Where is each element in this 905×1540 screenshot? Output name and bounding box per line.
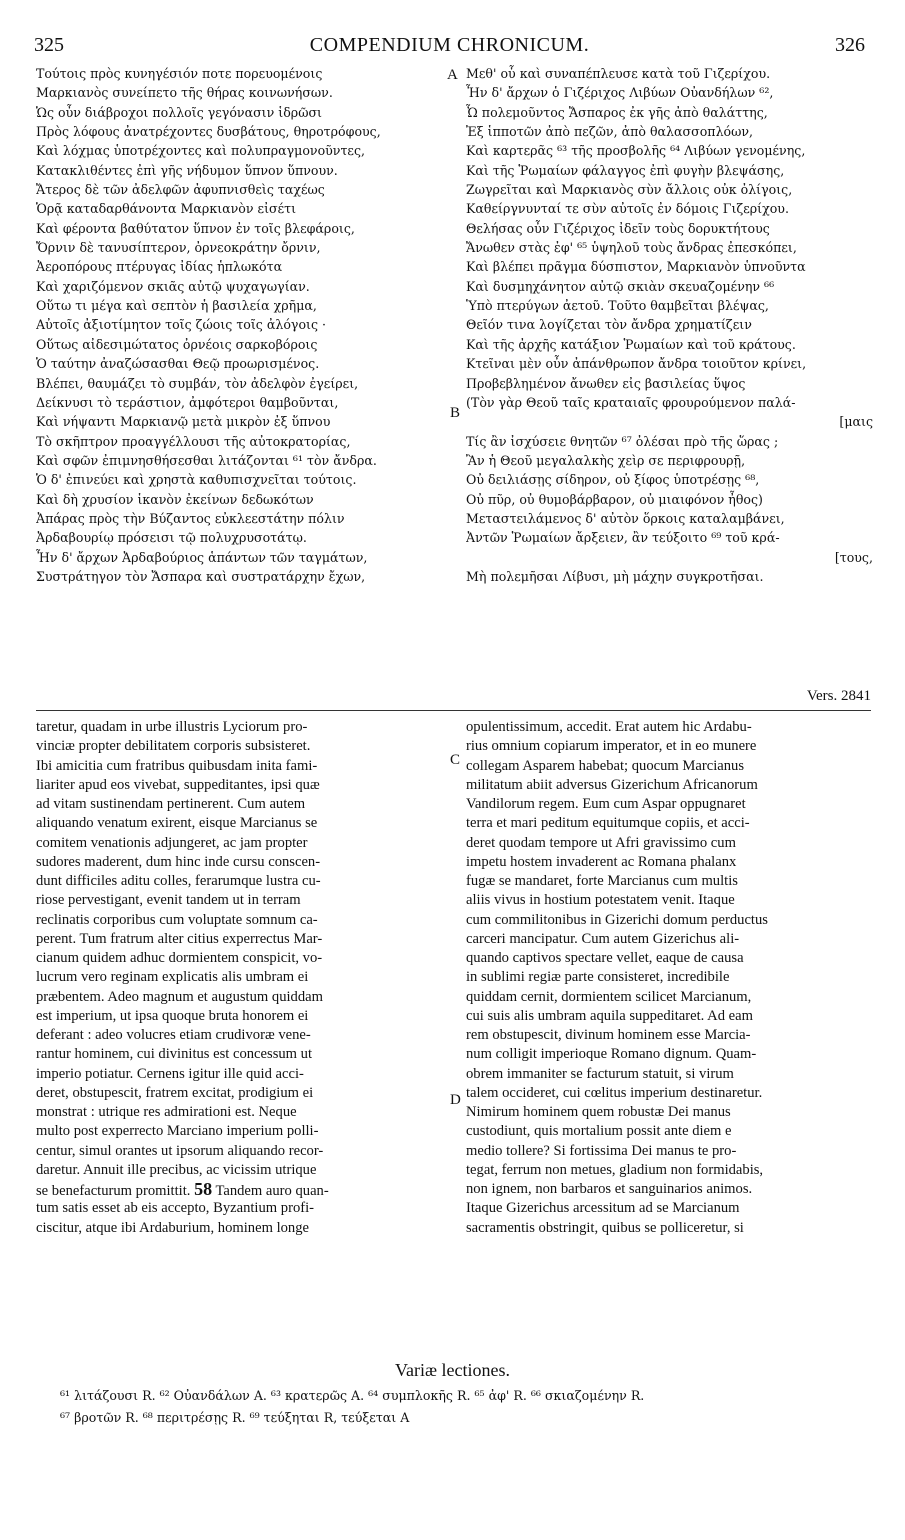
- verse-line: Ὄρνιν δὲ τανυσίπτερον, ὀρνεοκράτην ὄρνιν,: [36, 240, 321, 256]
- verse-line: Ὦ πολεμοῦντος Ἄσπαρος ἐκ γῆς ἀπὸ θαλάττης,: [466, 104, 768, 120]
- verse-line: Θελήσας οὖν Γιζέριχος ἰδεῖν τοὺς δορυκτήτους: [466, 220, 770, 236]
- verse-line: Ἀρδαβουρίῳ πρόσεισι τῷ πολυχρυσοτάτῳ.: [36, 530, 307, 546]
- text-line: ciscitur, atque ibi Ardaburium, hominem longe: [36, 1219, 309, 1236]
- text-line: medio tollere? Si fortissima Dei manus te pro-: [466, 1142, 737, 1159]
- text-line: carceri mancipatur. Cum autem Gizerichus ali-: [466, 930, 740, 947]
- verse-line: Μὴ πολεμῆσαι Λίβυσι, μὴ μάχην συγκροτῆσαι.: [466, 568, 764, 584]
- text-line: tum satis esset ab eis accepto, Byzantium profi-: [36, 1200, 315, 1217]
- text-line: ad vitam sustinendam pertinerent. Cum autem: [36, 796, 306, 812]
- verse-line: Ἐξ ἱπποτῶν ἀπὸ πεζῶν, ἀπὸ θαλασσοπλόων,: [466, 124, 754, 140]
- page-title: COMPENDIUM CHRONICUM.: [309, 34, 590, 56]
- text-line: liariter apud eos vivebat, suppeditantes, ipsi quæ: [36, 776, 320, 793]
- text-line: aliquando venatum exirent, eisque Marcianus se: [36, 815, 318, 832]
- text-line: taretur, quadam in urbe illustris Lyciorum pro-: [36, 719, 308, 735]
- text-line: quiddam cernit, dormientem scilicet Marcianum,: [466, 988, 752, 1005]
- running-head: [34, 34, 865, 58]
- verse-line: Προβεβλημένον ἄνωθεν εἰς βασιλείας ὕψος: [466, 375, 746, 391]
- text-line: non ignem, non barbaros et sanguinarios animos.: [466, 1181, 753, 1197]
- variant-readings-line: ⁶⁷ βροτῶν R. ⁶⁸ περιτρέσῃς R. ⁶⁹ τεύξηται R, τεύξεται A: [60, 1410, 410, 1425]
- verse-line: Καὶ δὴ χρυσίον ἱκανὸν ἐκείνων δεδωκότων: [36, 491, 314, 507]
- text-line: lucrum vero reginam explicatis alis umbram ei: [36, 969, 309, 986]
- verse-line: Καὶ δυσμηχάνητον αὐτῷ σκιὰν σκευαζομένην ⁶⁶: [466, 278, 775, 294]
- text-line: militatum abiit adversus Gizerichum Africanorum: [466, 776, 758, 793]
- verse-line: Ὡς οὖν διάβροχοι πολλοῖς γεγόνασιν ἱδρῶσι: [36, 104, 322, 120]
- text-line: cum commilitonibus in Gizerichi domum perductus: [466, 911, 768, 928]
- verse-line: Κτεῖναι μὲν οὖν ἀπάνθρωπον ἄνδρα τοιοῦτον κρίνει,: [466, 356, 807, 372]
- text-line: Nimirum hominem quem robustæ Dei manus: [466, 1104, 731, 1120]
- text-line: Itaque Gizerichus arcessitum ad se Marcianum: [466, 1200, 740, 1217]
- text-line: [36, 1180, 442, 1199]
- text-line: daretur. Annuit ille precibus, ac vicissim utrique: [36, 1161, 317, 1178]
- latin-translation-left-column: [36, 718, 442, 1238]
- text-line: rius omnium copiarum imperator, et in eo munere: [466, 738, 757, 755]
- verse-line: Ὁ δ' ἐπινεύει καὶ χρηστὰ καθυπισχνεῖται τούτοις.: [36, 472, 357, 488]
- text-line: Vandilorum regem. Eum cum Aspar oppugnaret: [466, 796, 746, 812]
- verse-line: Ὑπὸ πτερύγων ἀετοῦ. Τοῦτο θαμβεῖται βλέψας,: [466, 298, 769, 314]
- verse-line: Καὶ φέροντα βαθύτατον ὕπνον ἐν τοῖς βλεφάροις,: [36, 220, 355, 236]
- verse-number: Vers. 2841: [806, 688, 871, 704]
- verse-line: Τίς ἂν ἰσχύσειε θνητῶν ⁶⁷ ὀλέσαι πρὸ τῆς ὥρας ;: [466, 433, 779, 449]
- variant-readings-line: ⁶¹ λιτάζουσι R. ⁶² Οὐανδάλων A. ⁶³ κρατερῶς A. ⁶⁴ συμπλοκῆς R. ⁶⁵ ἀφ' R. ⁶⁶ σκιαζομένην R.: [60, 1388, 645, 1403]
- text-line: cui suis alis umbram aquila suppeditaret. Ad eam: [466, 1007, 753, 1024]
- margin-letter-b: B: [450, 405, 461, 421]
- text-segment: Tandem auro quan-: [212, 1183, 329, 1199]
- verse-line: Ἄτερος δὲ τῶν ἀδελφῶν ἀφυπνισθεὶς ταχέως: [36, 182, 325, 198]
- verse-line: Οὕτω τι μέγα καὶ σεπτὸν ἡ βασιλεία χρῆμα,: [36, 298, 317, 314]
- margin-letter-a: A: [447, 67, 458, 83]
- section-number: 58: [194, 1180, 213, 1199]
- verse-line: Καθείργνυνταί τε σὺν αὐτοῖς ἐν δόμοις Γιζερίχου.: [466, 201, 789, 217]
- verse-line: Ὁ ταύτην ἀναζώσασθαι Θεῷ προωρισμένος.: [36, 356, 320, 372]
- latin-translation-right-column: [466, 718, 874, 1238]
- text-line: talem occideret, cui cœlitus imperium destinaretur.: [466, 1084, 763, 1101]
- text-line: Ibi amicitia cum fratribus quibusdam inita fami-: [36, 757, 318, 774]
- verse-line: Ὁρᾷ καταδαρθάνοντα Μαρκιανὸν εἰσέτι: [36, 201, 297, 217]
- verse-line: Τούτοις πρὸς κυνηγέσιόν ποτε πορευομένοις: [36, 66, 323, 81]
- text-line: terra et mari peditum equitumque copiis, et acci-: [466, 815, 750, 832]
- verse-line: Καὶ τῆς ἀρχῆς κατάξιον Ῥωμαίων καὶ τοῦ κράτους.: [466, 336, 796, 352]
- text-line: monstrat : utrique res admirationi est. Neque: [36, 1104, 297, 1120]
- verse-line: Ἄνωθεν στὰς ἐφ' ⁶⁵ ὑψηλοῦ τοὺς ἄνδρας ἐπεσκόπει,: [466, 240, 797, 256]
- text-line: deferant : adeo volucres etiam crudivoræ vene-: [36, 1027, 311, 1043]
- text-line: in sublimi regiæ parte consisteret, incredibile: [466, 969, 730, 986]
- verse-line: Μεθ' οὗ καὶ συναπέπλευσε κατὰ τοῦ Γιζερίχου.: [466, 66, 771, 81]
- verse-line: Συστράτηγον τὸν Ἄσπαρα καὶ συστρατάρχην ἔχων,: [36, 568, 366, 584]
- margin-letter-c: C: [450, 752, 461, 768]
- text-line: aliis vivus in hostium potestatem venit. Itaque: [466, 892, 735, 909]
- text-line: vinciæ propter debilitatem corporis subsisteret.: [36, 738, 311, 755]
- text-line: præbentem. Adeo magnum et augustum quiddam: [36, 988, 323, 1005]
- verse-line: Ζωγρεῖται καὶ Μαρκιανὸς σὺν ἄλλοις οὐκ ὀλίγοις,: [466, 182, 793, 198]
- verse-line: Κατακλιθέντες ἐπὶ γῆς νήδυμον ὕπνον ὕπνουν.: [36, 162, 338, 178]
- text-line: cianum quidem adhuc dormientem conspicit, vo-: [36, 950, 323, 966]
- variae-lectiones-title: Variæ lectiones.: [395, 1360, 510, 1380]
- text-line: deret quodam tempore ut Afri gravissimo cum: [466, 834, 736, 851]
- verse-line: Καὶ βλέπει πρᾶγμα δύσπιστον, Μαρκιανὸν ὑπνοῦντα: [466, 259, 806, 275]
- verse-line: [τους,: [834, 549, 873, 565]
- text-line: comitem venationis adjungeret, ac jam propter: [36, 834, 308, 851]
- verse-line: Τὸ σκῆπτρον προαγγέλλουσι τῆς αὐτοκρατορίας,: [36, 433, 351, 449]
- verse-line: Μαρκιανὸς συνείπετο τῆς θήρας κοινωνήσων.: [36, 85, 333, 101]
- text-line: obrem immaniter se facturum statuit, si virum: [466, 1065, 734, 1082]
- divider: [36, 710, 871, 711]
- text-line: imperio potiatur. Cernens igitur ille quid acci-: [36, 1065, 304, 1082]
- text-line: custodiunt, quis mortalium possit ante diem e: [466, 1123, 732, 1140]
- text-line: sacramentis obstringit, quibus se polliceretur, si: [466, 1219, 744, 1236]
- text-line: num colligit imperioque Romano dignum. Quam-: [466, 1046, 757, 1063]
- verse-line: Ἀπάρας πρὸς τὴν Βύζαντος εὐκλεεστάτην πόλιν: [36, 510, 345, 526]
- verse-line: Καὶ τῆς Ῥωμαίων φάλαγγος ἐπὶ φυγὴν βλεψάσης,: [466, 162, 785, 178]
- verse-line: Δείκνυσι τὸ τεράστιον, ἀμφότεροι θαμβοῦνται,: [36, 394, 339, 410]
- verse-line: Καὶ καρτερᾶς ⁶³ τῆς προσβολῆς ⁶⁴ Λιβύων γενομένης,: [466, 143, 806, 159]
- text-line: centur, simul orantes ut ipsorum aliquando recor-: [36, 1142, 324, 1159]
- verse-line: Πρὸς λόφους ἀνατρέχοντες δυσβάτους, θηροτρόφους,: [36, 124, 381, 140]
- verse-line: (Τὸν γὰρ Θεοῦ ταῖς κραταιαῖς φρουρούμενον παλά-: [466, 394, 796, 410]
- greek-verse-left-column: [36, 64, 452, 586]
- verse-line: Ἀεροπόρους πτέρυγας ἰδίας ἡπλωκότα: [36, 259, 283, 275]
- text-line: collegam Asparem habebat; quocum Marcianus: [466, 757, 745, 774]
- text-line: fugæ se mandaret, forte Marcianus cum multis: [466, 873, 738, 889]
- text-line: impetu hostem invaderent ac Romana phalanx: [466, 853, 737, 870]
- verse-line: Ἂν ἡ Θεοῦ μεγαλαλκὴς χεὶρ σε περιφρουρῇ,: [466, 452, 746, 468]
- verse-line: [μαις: [839, 414, 873, 430]
- verse-line: Καὶ νήψαντι Μαρκιανῷ μετὰ μικρὸν ἐξ ὕπνου: [36, 414, 331, 430]
- verse-line: Οὕτως αἰδεσιμώτατος ὀρνέοις σαρκοβόροις: [36, 336, 318, 352]
- verse-line: Καὶ σφῶν ἐπιμνησθήσεσθαι λιτάζονται ⁶¹ τὸν ἄνδρα.: [36, 452, 377, 468]
- verse-line: Καὶ χαριζόμενον σκιᾶς αὐτῷ ψυχαγωγίαν.: [36, 278, 310, 294]
- page-number-left: 325: [34, 34, 64, 56]
- text-line: rantur hominem, cui divinitus est concessum ut: [36, 1046, 313, 1063]
- text-line: tegat, ferrum non metues, gladium non formidabis,: [466, 1161, 764, 1178]
- margin-letter-d: D: [450, 1092, 461, 1108]
- verse-line: Ἦν δ' ἄρχων Ἀρδαβούριος ἁπάντων τῶν ταγμάτων,: [36, 549, 368, 565]
- verse-line: Μεταστειλάμενος δ' αὐτὸν ὅρκοις καταλαμβάνει,: [466, 510, 785, 526]
- text-line: quando captivos spectare vellet, eaque de causa: [466, 950, 744, 966]
- verse-line: Καὶ λόχμας ὑποτρέχοντες καὶ πολυπραγμονοῦντες,: [36, 143, 366, 159]
- verse-line: Οὐ δειλιάσῃς σίδηρον, οὐ ξίφος ὑποτρέσῃς ⁶⁸,: [466, 472, 760, 488]
- text-line: est imperium, ut ipsa quoque bruta honorem ei: [36, 1007, 309, 1024]
- verse-line: Ἀντῶν Ῥωμαίων ἄρξειεν, ἂν τεύξοιτο ⁶⁹ τοῦ κρά-: [466, 530, 780, 546]
- text-line: deret, obstupescit, fratrem excitat, prodigium ei: [36, 1084, 314, 1101]
- text-line: reclinatis corporibus cum voluptate somnum ca-: [36, 911, 318, 928]
- text-line: perent. Tum fratrum alter citius experrectus Mar-: [36, 930, 323, 947]
- text-line: opulentissimum, accedit. Erat autem hic Ardabu-: [466, 719, 752, 735]
- text-line: dunt difficiles aditu colles, ferarumque lustra cu-: [36, 873, 321, 889]
- verse-line: Αὐτοῖς ἀξιοτίμητον τοῖς ζώοις τοῖς ἀλόγοις ·: [36, 317, 327, 333]
- page-number-right: 326: [835, 34, 865, 56]
- greek-verse-right-column: [466, 64, 873, 586]
- text-line: multo post experrecto Marciano imperium polli-: [36, 1123, 319, 1140]
- verse-line: Βλέπει, θαυμάζει τὸ συμβάν, τὸν ἀδελφὸν ἐγείρει,: [36, 375, 359, 391]
- text-line: rem obstupescit, divinum hominem esse Marcia-: [466, 1027, 751, 1043]
- text-line: riose pervestigant, evenit tandem ut in terram: [36, 892, 301, 909]
- text-line: sudores maderent, dum hinc inde cursu conscen-: [36, 853, 321, 870]
- verse-line: Θεῖόν τινα λογίζεται τὸν ἄνδρα χρηματίζειν: [466, 317, 752, 333]
- text-segment: se benefacturum promittit.: [36, 1183, 191, 1199]
- verse-line: Ἦν δ' ἄρχων ὁ Γιζέριχος Λιβύων Οὐανδήλων ⁶²,: [466, 85, 774, 101]
- verse-line: Οὐ πῦρ, οὐ θυμοβάρβαρον, οὐ μιαιφόνον ἦθος): [466, 491, 763, 507]
